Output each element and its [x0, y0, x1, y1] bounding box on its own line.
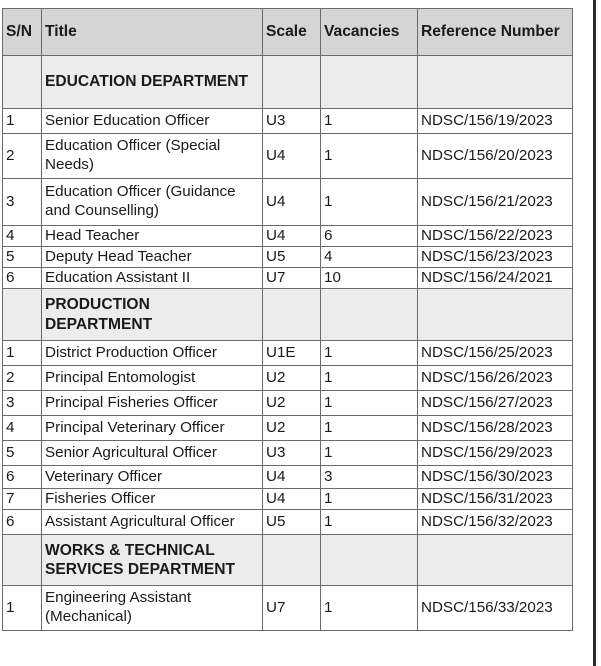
table-row — [3, 341, 573, 366]
row-reference: NDSC/156/21/2023 — [418, 179, 573, 226]
header-sn: S/N — [3, 9, 42, 56]
department-title: EDUCATION DEPARTMENT — [42, 56, 263, 109]
row-sn: 5 — [3, 441, 42, 466]
table-row — [3, 441, 573, 466]
department-title: PRODUCTION DEPARTMENT — [42, 289, 263, 341]
row-title: Fisheries Officer — [42, 489, 263, 510]
department-scale-cell — [263, 535, 321, 586]
row-vacancies: 1 — [321, 109, 418, 134]
table-row — [3, 226, 573, 247]
row-sn: 1 — [3, 341, 42, 366]
row-scale: U2 — [263, 391, 321, 416]
row-title: Senior Agricultural Officer — [42, 441, 263, 466]
row-sn: 2 — [3, 366, 42, 391]
page-border-line — [593, 0, 596, 666]
row-reference: NDSC/156/23/2023 — [418, 247, 573, 268]
department-reference-cell — [418, 289, 573, 341]
row-scale: U1E — [263, 341, 321, 366]
row-scale: U4 — [263, 134, 321, 179]
row-scale: U7 — [263, 268, 321, 289]
row-scale: U4 — [263, 226, 321, 247]
row-reference: NDSC/156/22/2023 — [418, 226, 573, 247]
row-vacancies: 1 — [321, 586, 418, 631]
header-scale: Scale — [263, 9, 321, 56]
row-sn: 3 — [3, 179, 42, 226]
row-vacancies: 1 — [321, 510, 418, 535]
department-reference-cell — [418, 535, 573, 586]
table-row — [3, 268, 573, 289]
row-scale: U3 — [263, 109, 321, 134]
row-scale: U2 — [263, 366, 321, 391]
department-reference-cell — [418, 56, 573, 109]
row-reference: NDSC/156/20/2023 — [418, 134, 573, 179]
row-sn: 4 — [3, 226, 42, 247]
row-vacancies: 1 — [321, 341, 418, 366]
row-title: Veterinary Officer — [42, 466, 263, 489]
row-scale: U2 — [263, 416, 321, 441]
table-row — [3, 109, 573, 134]
row-sn: 6 — [3, 268, 42, 289]
department-sn-cell — [3, 289, 42, 341]
department-title: WORKS & TECHNICAL SERVICES DEPARTMENT — [42, 535, 263, 586]
row-sn: 7 — [3, 489, 42, 510]
row-title: Deputy Head Teacher — [42, 247, 263, 268]
row-sn: 5 — [3, 247, 42, 268]
table-row — [3, 416, 573, 441]
header-reference-number: Reference Number — [418, 9, 573, 56]
table-row — [3, 366, 573, 391]
row-title: Principal Entomologist — [42, 366, 263, 391]
row-reference: NDSC/156/30/2023 — [418, 466, 573, 489]
row-vacancies: 1 — [321, 179, 418, 226]
row-scale: U4 — [263, 489, 321, 510]
row-reference: NDSC/156/26/2023 — [418, 366, 573, 391]
row-reference: NDSC/156/27/2023 — [418, 391, 573, 416]
row-scale: U5 — [263, 510, 321, 535]
row-scale: U5 — [263, 247, 321, 268]
table-row — [3, 247, 573, 268]
row-vacancies: 1 — [321, 489, 418, 510]
row-sn: 4 — [3, 416, 42, 441]
row-title: Senior Education Officer — [42, 109, 263, 134]
row-vacancies: 10 — [321, 268, 418, 289]
row-title: Engineering Assistant (Mechanical) — [42, 586, 263, 631]
row-vacancies: 1 — [321, 416, 418, 441]
table-row — [3, 134, 573, 179]
row-vacancies: 1 — [321, 366, 418, 391]
row-title: Principal Veterinary Officer — [42, 416, 263, 441]
row-sn: 3 — [3, 391, 42, 416]
table-row — [3, 391, 573, 416]
row-vacancies: 6 — [321, 226, 418, 247]
row-reference: NDSC/156/31/2023 — [418, 489, 573, 510]
department-vacancies-cell — [321, 535, 418, 586]
row-scale: U4 — [263, 179, 321, 226]
department-row — [3, 289, 573, 341]
row-sn: 1 — [3, 109, 42, 134]
row-reference: NDSC/156/19/2023 — [418, 109, 573, 134]
table-row — [3, 489, 573, 510]
row-sn: 6 — [3, 510, 42, 535]
department-scale-cell — [263, 56, 321, 109]
row-title: Assistant Agricultural Officer — [42, 510, 263, 535]
row-scale: U4 — [263, 466, 321, 489]
vacancies-table — [2, 8, 573, 631]
row-scale: U3 — [263, 441, 321, 466]
department-vacancies-cell — [321, 56, 418, 109]
row-title: Principal Fisheries Officer — [42, 391, 263, 416]
department-scale-cell — [263, 289, 321, 341]
row-vacancies: 1 — [321, 441, 418, 466]
row-title: Education Officer (Special Needs) — [42, 134, 263, 179]
row-title: Education Assistant II — [42, 268, 263, 289]
row-vacancies: 3 — [321, 466, 418, 489]
row-reference: NDSC/156/32/2023 — [418, 510, 573, 535]
row-vacancies: 4 — [321, 247, 418, 268]
table-row — [3, 179, 573, 226]
department-vacancies-cell — [321, 289, 418, 341]
row-vacancies: 1 — [321, 134, 418, 179]
row-sn: 6 — [3, 466, 42, 489]
row-reference: NDSC/156/25/2023 — [418, 341, 573, 366]
row-title: Head Teacher — [42, 226, 263, 247]
header-title: Title — [42, 9, 263, 56]
row-reference: NDSC/156/24/2021 — [418, 268, 573, 289]
table-row — [3, 466, 573, 489]
row-vacancies: 1 — [321, 391, 418, 416]
header-vacancies: Vacancies — [321, 9, 418, 56]
table-row — [3, 586, 573, 631]
row-sn: 1 — [3, 586, 42, 631]
department-sn-cell — [3, 56, 42, 109]
department-row — [3, 56, 573, 109]
row-scale: U7 — [263, 586, 321, 631]
department-row — [3, 535, 573, 586]
row-reference: NDSC/156/29/2023 — [418, 441, 573, 466]
row-reference: NDSC/156/33/2023 — [418, 586, 573, 631]
department-sn-cell — [3, 535, 42, 586]
row-sn: 2 — [3, 134, 42, 179]
row-title: District Production Officer — [42, 341, 263, 366]
row-reference: NDSC/156/28/2023 — [418, 416, 573, 441]
table-row — [3, 510, 573, 535]
row-title: Education Officer (Guidance and Counselling) — [42, 179, 263, 226]
table-header-row — [3, 9, 573, 56]
